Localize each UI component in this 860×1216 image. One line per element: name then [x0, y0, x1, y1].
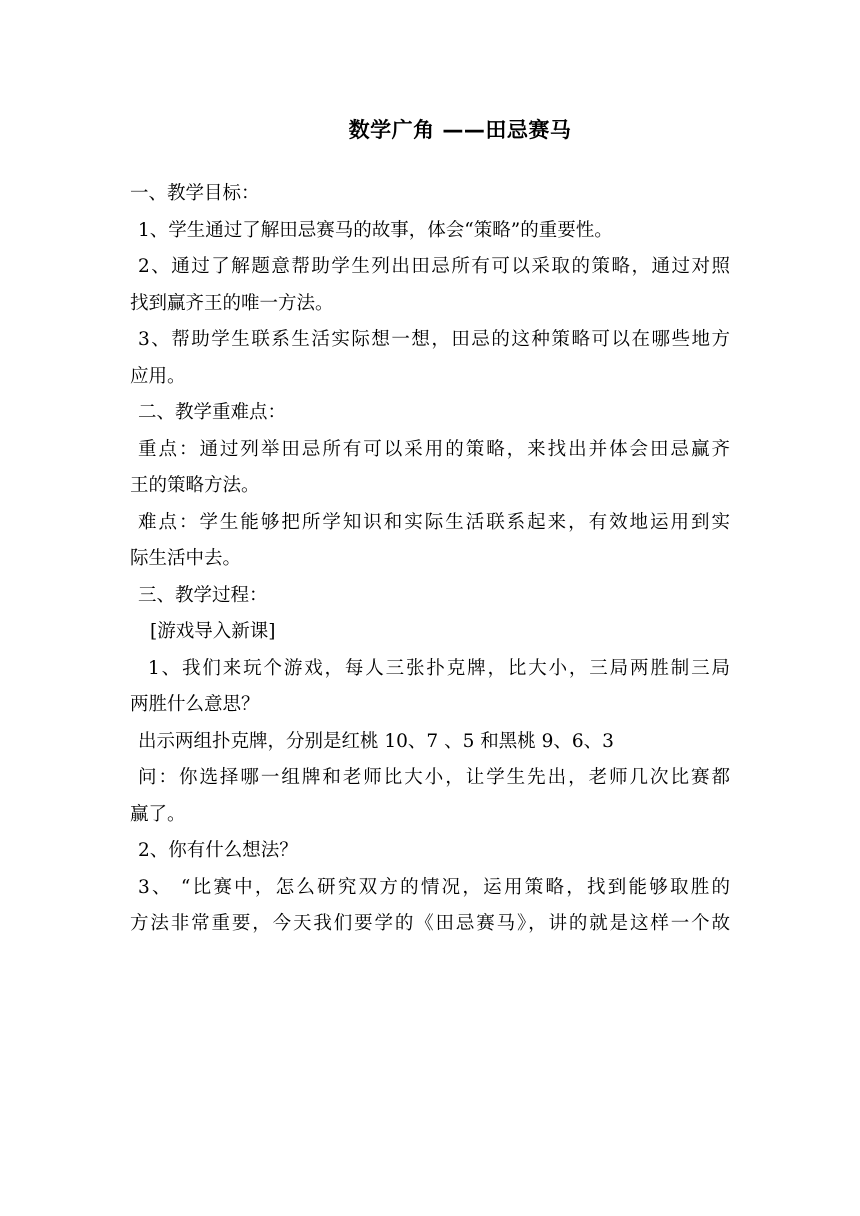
- process-step-3-line-1: 3、 “比赛中，怎么研究双方的情况，运用策略，找到能够取胜的: [138, 876, 730, 898]
- objective-3-line-2: 应用。: [130, 365, 186, 387]
- question-line-2: 赢了。: [130, 803, 186, 825]
- objective-2-line-2: 找到赢齐王的唯一方法。: [130, 292, 334, 314]
- objective-2-line-1: 2、通过了解题意帮助学生列出田忌所有可以采取的策略，通过对照: [138, 256, 730, 277]
- cards-description: 出示两组扑克牌，分别是红桃 10、7 、5 和黑桃 9、6、3: [138, 730, 614, 752]
- objective-3-line-1: 3、帮助学生联系生活实际想一想，田忌的这种策略可以在哪些地方: [138, 329, 730, 350]
- subheading-game-intro: [游戏导入新课]: [150, 621, 276, 642]
- process-step-1-line-2: 两胜什么意思？: [130, 694, 260, 715]
- key-point-line-1: 重点：通过列举田忌所有可以采用的策略，来找出并体会田忌赢齐: [138, 438, 730, 460]
- difficulty-line-1: 难点：学生能够把所学知识和实际生活联系起来，有效地运用到实: [138, 511, 730, 533]
- document-body: [130, 176, 730, 943]
- key-point-line-2: 王的策略方法。: [130, 475, 260, 496]
- document-title: 数学广角 ——田忌赛马: [348, 118, 572, 142]
- section-heading-process: 三、教学过程：: [138, 584, 268, 606]
- process-step-2: 2、你有什么想法？: [138, 840, 298, 861]
- difficulty-line-2: 际生活中去。: [130, 548, 242, 569]
- process-step-1-line-1: 1、我们来玩个游戏，每人三张扑克牌，比大小，三局两胜制三局: [148, 657, 730, 679]
- question-line-1: 问：你选择哪一组牌和老师比大小，让学生先出，老师几次比赛都: [138, 767, 730, 788]
- objective-1: 1、学生通过了解田忌赛马的故事，体会“策略”的重要性。: [138, 219, 613, 241]
- process-step-3-line-2: 方法非常重要，今天我们要学的《田忌赛马》，讲的就是这样一个故: [130, 913, 730, 934]
- section-heading-objectives: 一、教学目标：: [130, 183, 260, 204]
- section-heading-key-points: 二、教学重难点：: [138, 402, 287, 423]
